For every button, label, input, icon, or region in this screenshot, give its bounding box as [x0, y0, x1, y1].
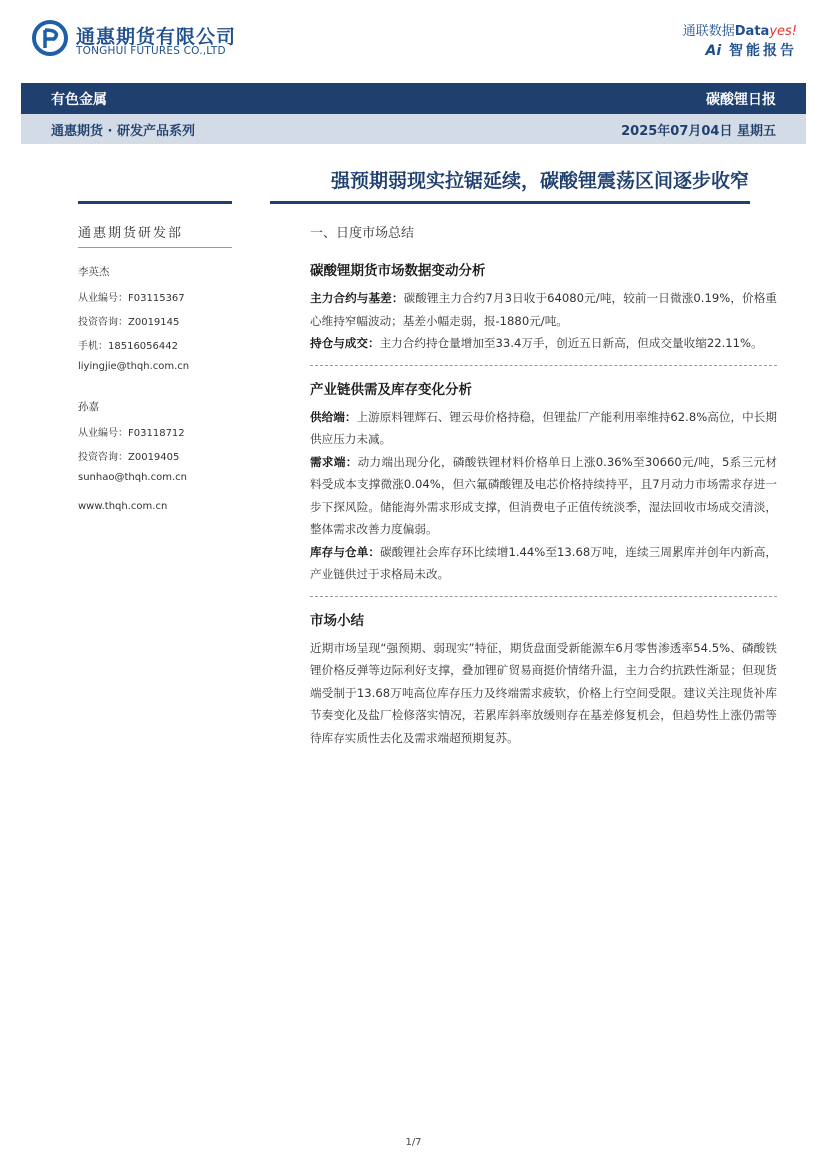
- brand-ai: Ai: [705, 43, 722, 59]
- company-name-cn: 通惠期货有限公司: [76, 26, 237, 48]
- paragraph-text: 碳酸锂主力合约7月3日收于64080元/吨，较前一日微涨0.19%，价格重心维持窄幅波动；基差小幅走弱，报-1880元/吨。: [310, 291, 777, 328]
- brand-data: Data: [734, 24, 770, 39]
- analyst-email[interactable]: liyingjie@thqh.com.cn: [78, 361, 190, 372]
- analyst-advisory: 投资咨询：Z0019405: [78, 452, 180, 463]
- company-logo-icon: [32, 20, 68, 56]
- series-label: 通惠期货 · 研发产品系列: [51, 124, 195, 139]
- futures-paragraph-contract: [310, 287, 777, 332]
- main-content: [310, 222, 777, 749]
- analyst-email[interactable]: sunhao@thqh.com.cn: [78, 472, 187, 483]
- company-website-link[interactable]: www.thqh.com.cn: [78, 501, 168, 512]
- paragraph-text: 动力端出现分化，磷酸铁锂材料价格单日上涨0.36%至30660元/吨，5系三元材料受成本支撑微涨0.04%，但六氟磷酸锂及电芯价格持续持平，且7月动力市场需求存进一步下探风险。储能海外需求形成支撑，但消费电子正值传统淡季，湿法回收市场成交清淡，整体需求改善力度偏弱。: [310, 454, 777, 536]
- analyst-name: 李英杰: [78, 266, 110, 278]
- department-divider: [78, 247, 232, 248]
- category-bar: [21, 83, 806, 114]
- demand-paragraph: [310, 451, 777, 541]
- futures-analysis-heading: 碳酸锂期货市场数据变动分析: [310, 263, 486, 279]
- series-bar: [21, 114, 806, 144]
- paragraph-label: 主力合约与基差：: [310, 291, 404, 305]
- brand-logo-top: [683, 20, 797, 39]
- paragraph-text: 碳酸锂社会库存环比续增1.44%至13.68万吨，连续三周累库并创年内新高，产业链供过于求格局未改。: [310, 544, 777, 581]
- paragraph-label: 需求端：: [310, 454, 358, 469]
- brand-logo-bottom: [705, 40, 797, 60]
- title-rule-right: [270, 201, 750, 204]
- paragraph-label: 供给端：: [310, 409, 357, 424]
- report-type-label: 碳酸锂日报: [706, 92, 776, 108]
- supply-paragraph: [310, 406, 777, 451]
- analyst-license: 从业编号：F03118712: [78, 428, 185, 439]
- paragraph-text: 上游原料锂辉石、锂云母价格持稳，但锂盐厂产能利用率维持62.8%高位，中长期供应压力未减。: [310, 409, 777, 446]
- market-summary-paragraph: 近期市场呈现“强预期、弱现实”特征，期货盘面受新能源车6月零售渗透率54.5%、磷酸铁锂价格反弹等边际利好支撑，叠加锂矿贸易商挺价情绪升温，主力合约抗跌性渐显；但现货端受制于13.68万吨高位库存压力及终端需求疲软，价格上行空间受限。建议关注现货补库节奏变化及盐厂检修落实情况，若累库斜率放缓则存在基差修复机会，但趋势性上涨仍需等待库存实质性去化及需求端超预期复苏。: [310, 640, 777, 745]
- analyst-name: 孙嘉: [78, 401, 99, 413]
- brand-yes: yes!: [769, 24, 797, 39]
- paragraph-label: 库存与仓单：: [310, 544, 381, 559]
- category-label: 有色金属: [51, 92, 107, 108]
- analyst-phone: 手机：18516056442: [78, 341, 178, 352]
- paragraph-text: 主力合约持仓量增加至33.4万手，创近五日新高，但成交量收缩22.11%。: [379, 336, 763, 350]
- market-summary-heading: 市场小结: [310, 612, 364, 629]
- section-divider: [310, 365, 777, 366]
- title-rule-left: [78, 201, 232, 204]
- inventory-paragraph: [310, 541, 777, 586]
- supply-demand-heading: 产业链供需及库存变化分析: [310, 381, 472, 398]
- sidebar: [78, 222, 248, 521]
- report-title: 强预期弱现实拉锯延续，碳酸锂震荡区间逐步收窄: [330, 170, 749, 192]
- report-date: 2025年07月04日 星期五: [621, 124, 776, 139]
- paragraph-label: 持仓与成交：: [310, 336, 380, 350]
- analyst-license: 从业编号：F03115367: [78, 293, 185, 304]
- department-name: 通惠期货研发部: [78, 226, 184, 241]
- section-title: 一、日度市场总结: [310, 226, 415, 241]
- analyst-advisory: 投资咨询：Z0019145: [78, 317, 180, 328]
- page-number: 1/7: [405, 1137, 422, 1148]
- brand-report: 智能报告: [729, 43, 797, 59]
- section-divider: [310, 596, 777, 597]
- futures-paragraph-position: [310, 332, 777, 355]
- brand-prefix: 通联数据: [682, 24, 735, 39]
- company-name-en: TONGHUI FUTURES CO.,LTD: [76, 45, 226, 57]
